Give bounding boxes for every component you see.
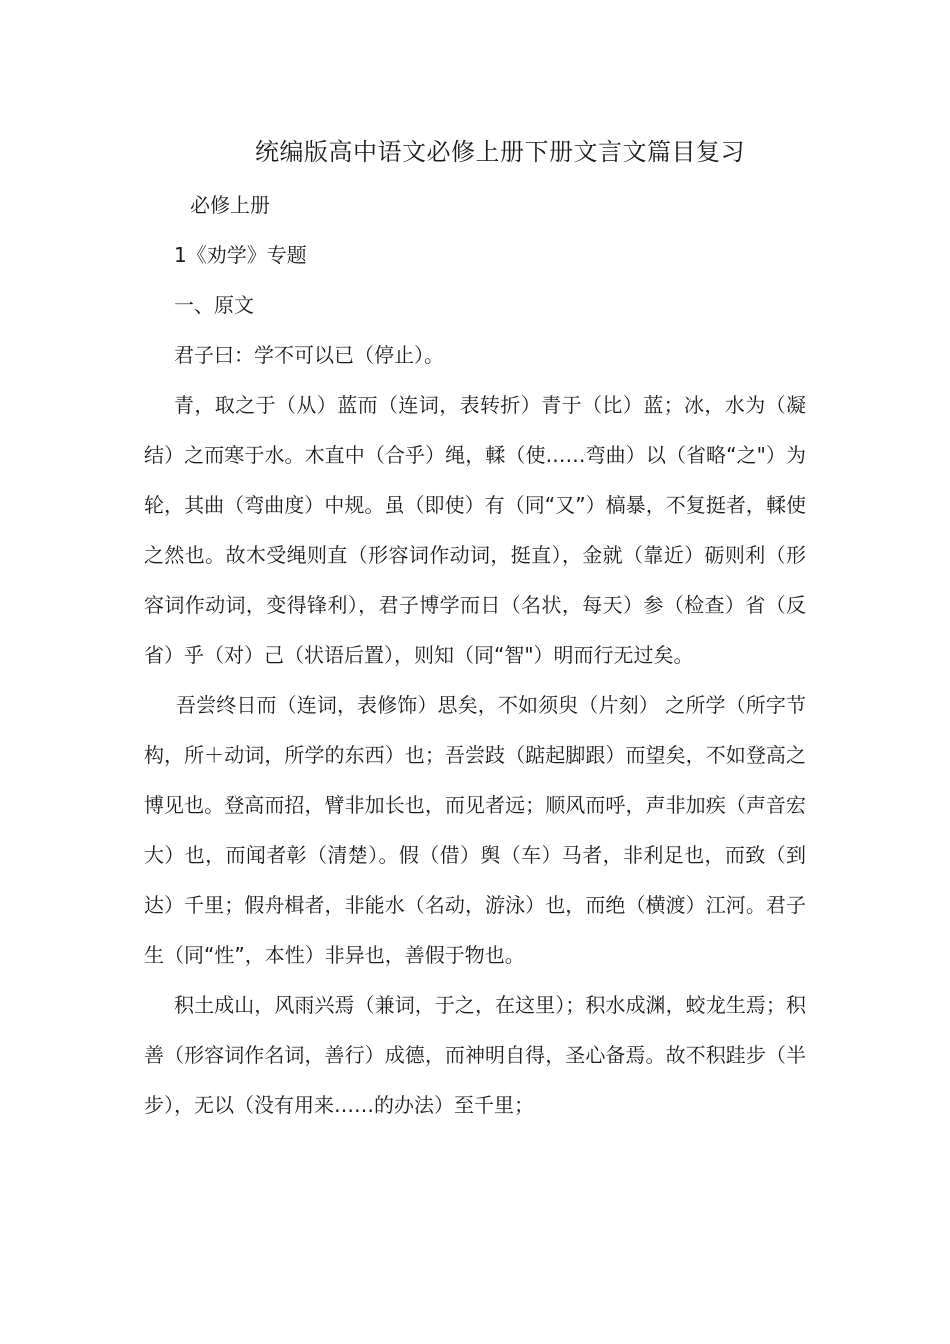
paragraph: 积土成山，风雨兴焉（兼词，于之，在这里）；积水成渊，蛟龙生焉；积善（形容词作名词，善行）成德，而神明自得，圣心备焉。故不积跬步（半步），无以（没有用来……的办法）至千里；	[144, 993, 806, 1117]
paragraph: 君子曰：学不可以已（停止）。	[174, 343, 444, 367]
lesson-heading: 1《劝学》专题	[174, 243, 307, 267]
subheading-original-text: 一、原文	[174, 293, 254, 317]
document-body	[144, 180, 806, 1130]
paragraph: 青，取之于（从）蓝而（连词，表转折）青于（比）蓝；冰，水为（凝结）之而寒于水。木直中（合乎）绳，輮（使……弯曲）以（省略“之"）为轮，其曲（弯曲度）中规。虽（即使）有（同“又”）槁暴，不复挺者，輮使之然也。故木受绳则直（形容词作动词，挺直），金就（靠近）砺则利（形容词作动词，变得锋利），君子博学而日（名状，每天）参（检查）省（反省）乎（对）己（状语后置），则知（同“智"）明而行无过矣。	[144, 393, 806, 667]
document-title: 统编版高中语文必修上册下册文言文篇目复习	[255, 138, 745, 166]
section-heading: 必修上册	[190, 193, 270, 217]
paragraph: 吾尝终日而（连词，表修饰）思矣，不如须臾（片刻） 之所学（所字节构，所＋动词，所学的东西）也；吾尝跂（踮起脚跟）而望矣，不如登高之博见也。登高而招，臂非加长也，而见者远；顺风而呼，声非加疾（声音宏大）也，而闻者彰（清楚）。假（借）舆（车）马者，非利足也，而致（到达）千里；假舟楫者，非能水（名动，游泳）也，而绝（横渡）江河。君子生（同“性”，本性）非异也，善假于物也。	[144, 693, 806, 967]
